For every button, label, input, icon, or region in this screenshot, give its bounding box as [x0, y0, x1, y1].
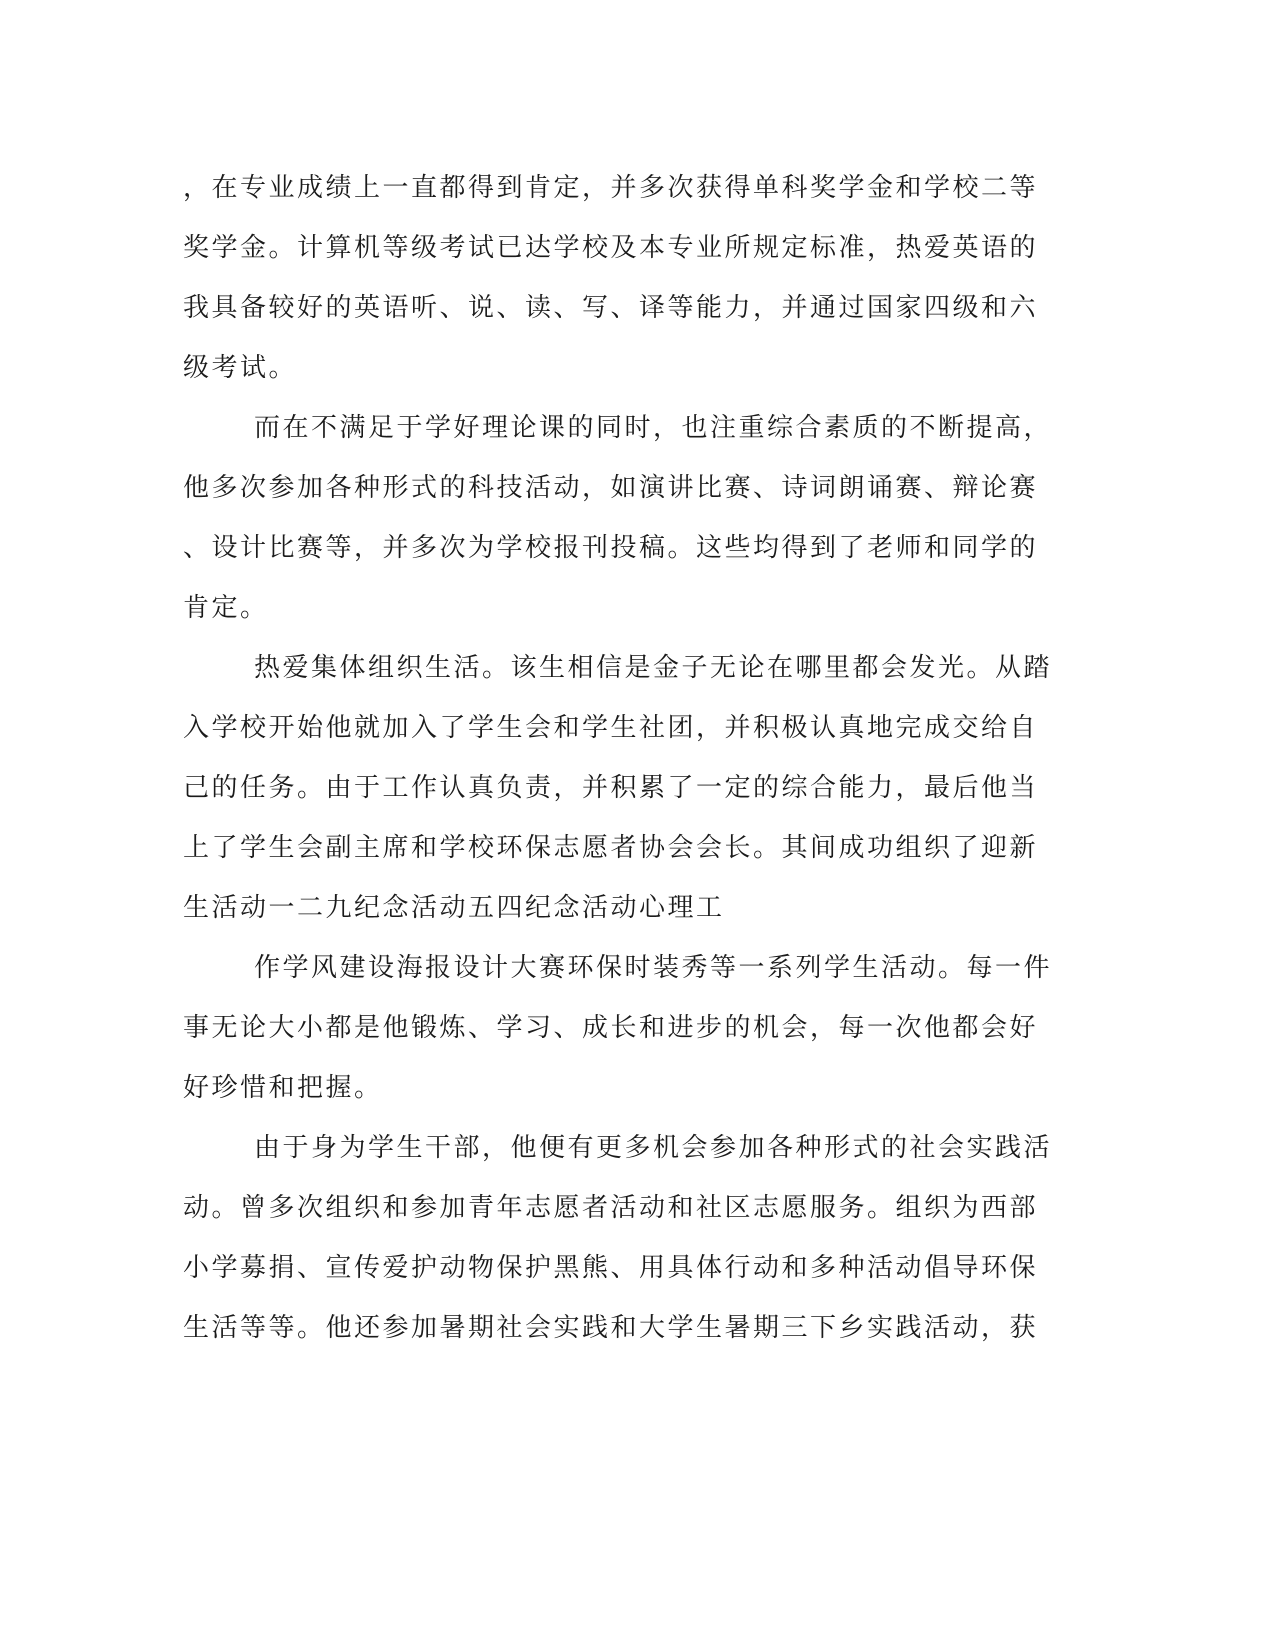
text-line: 我具备较好的英语听、说、读、写、译等能力，并通过国家四级和六: [183, 293, 1039, 323]
text-line: 作学风建设海报设计大赛环保时装秀等一系列学生活动。每一件: [254, 953, 1053, 983]
text-line: 级考试。: [183, 353, 298, 383]
text-line: 生活动一二九纪念活动五四纪念活动心理工: [183, 893, 725, 923]
text-line: 他多次参加各种形式的科技活动，如演讲比赛、诗词朗诵赛、辩论赛: [183, 473, 1039, 503]
text-line: 生活等等。他还参加暑期社会实践和大学生暑期三下乡实践活动，获: [183, 1313, 1039, 1343]
text-line: ，在专业成绩上一直都得到肯定，并多次获得单科奖学金和学校二等: [183, 173, 1039, 203]
text-line: 由于身为学生干部，他便有更多机会参加各种形式的社会实践活: [254, 1133, 1053, 1163]
text-line: 小学募捐、宣传爱护动物保护黑熊、用具体行动和多种活动倡导环保: [183, 1253, 1039, 1283]
text-line: 而在不满足于学好理论课的同时，也注重综合素质的不断提高，: [254, 413, 1053, 443]
text-line: 肯定。: [183, 593, 269, 623]
text-line: 奖学金。计算机等级考试已达学校及本专业所规定标准，热爱英语的: [183, 233, 1039, 263]
text-line: 入学校开始他就加入了学生会和学生社团，并积极认真地完成交给自: [183, 713, 1039, 743]
text-line: 动。曾多次组织和参加青年志愿者活动和社区志愿服务。组织为西部: [183, 1193, 1039, 1223]
document-body: [183, 158, 1053, 1358]
text-line: 己的任务。由于工作认真负责，并积累了一定的综合能力，最后他当: [183, 773, 1039, 803]
text-line: 、设计比赛等，并多次为学校报刊投稿。这些均得到了老师和同学的: [183, 533, 1039, 563]
text-line: 事无论大小都是他锻炼、学习、成长和进步的机会，每一次他都会好: [183, 1013, 1039, 1043]
text-line: 好珍惜和把握。: [183, 1073, 383, 1103]
text-line: 上了学生会副主席和学校环保志愿者协会会长。其间成功组织了迎新: [183, 833, 1039, 863]
text-line: 热爱集体组织生活。该生相信是金子无论在哪里都会发光。从踏: [254, 653, 1053, 683]
